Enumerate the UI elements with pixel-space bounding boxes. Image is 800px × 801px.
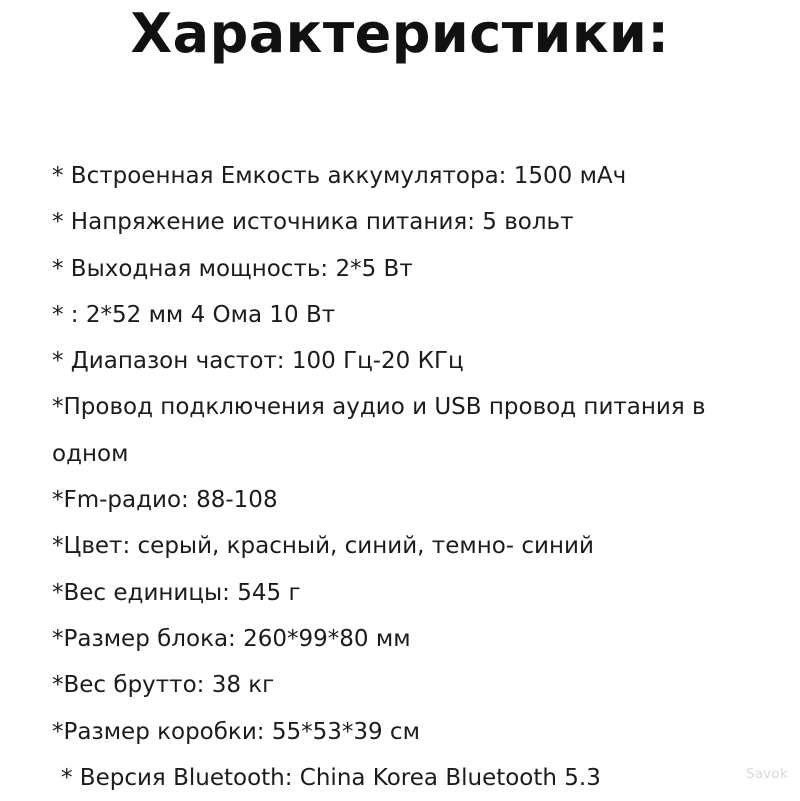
spec-line-cable-continued: одном (52, 440, 129, 467)
spec-line-unit-weight: *Вес единицы: 545 г (52, 579, 301, 606)
spec-line-battery: * Встроенная Емкость аккумулятора: 1500 мАч (52, 163, 627, 189)
page-title: Характеристики: (130, 2, 670, 65)
spec-line-gross-weight: *Вес брутто: 38 кг (52, 672, 275, 699)
watermark: Savok (746, 767, 788, 782)
spec-line-voltage: * Напряжение источника питания: 5 вольт (52, 209, 574, 236)
spec-line-bluetooth: * Версия Bluetooth: China Korea Bluetooth 5.3 (61, 764, 601, 791)
spec-line-cable: *Провод подключения аудио и USB провод питания в (52, 394, 706, 421)
spec-line-unit-size: *Размер блока: 260*99*80 мм (52, 625, 411, 652)
spec-line-frequency-range: * Диапазон частот: 100 Гц-20 КГц (52, 348, 464, 375)
spec-line-fm-radio: *Fm-радио: 88-108 (52, 487, 278, 514)
spec-line-box-size: *Размер коробки: 55*53*39 см (52, 718, 420, 745)
spec-line-color: *Цвет: серый, красный, синий, темно- синий (52, 533, 594, 560)
spec-line-speakers: * : 2*52 мм 4 Ома 10 Вт (52, 301, 336, 328)
spec-list (52, 153, 772, 801)
spec-line-output-power: * Выходная мощность: 2*5 Вт (52, 255, 413, 282)
